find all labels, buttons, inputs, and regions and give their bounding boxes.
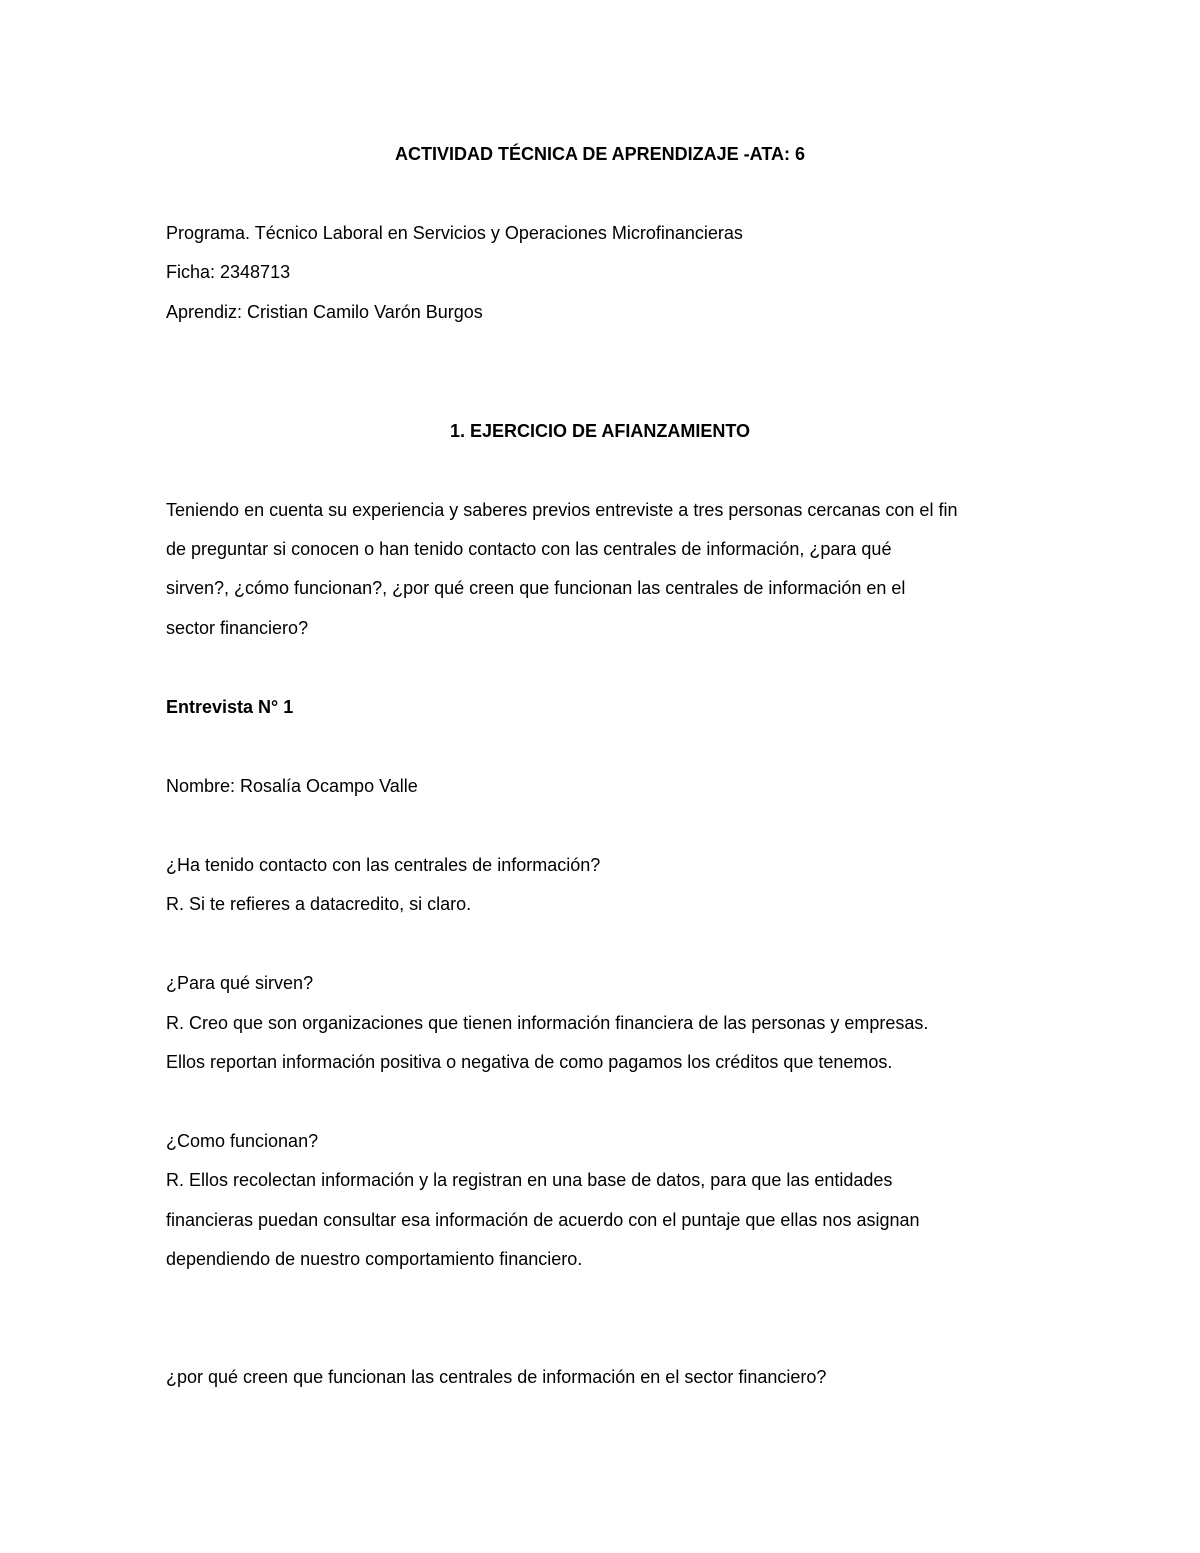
document-title: ACTIVIDAD TÉCNICA DE APRENDIZAJE -ATA: 6 bbox=[394, 144, 805, 164]
intro-line: Teniendo en cuenta su experiencia y saberes previos entreviste a tres personas cercanas con el fin bbox=[166, 500, 958, 520]
answer-3-line: R. Ellos recolectan información y la registran en una base de datos, para que las entidades bbox=[166, 1170, 893, 1190]
nombre-line: Nombre: Rosalía Ocampo Valle bbox=[166, 776, 418, 796]
answer-2-line: R. Creo que son organizaciones que tienen información financiera de las personas y empresas. bbox=[166, 1013, 929, 1033]
answer-2-line: Ellos reportan información positiva o negativa de como pagamos los créditos que tenemos. bbox=[166, 1052, 893, 1072]
question-2: ¿Para qué sirven? bbox=[166, 973, 314, 993]
programa-line: Programa. Técnico Laboral en Servicios y Operaciones Microfinancieras bbox=[166, 223, 743, 243]
aprendiz-line: Aprendiz: Cristian Camilo Varón Burgos bbox=[166, 302, 483, 322]
answer-1: R. Si te refieres a datacredito, si claro. bbox=[166, 894, 472, 914]
question-3: ¿Como funcionan? bbox=[166, 1131, 319, 1151]
intro-line: de preguntar si conocen o han tenido contacto con las centrales de información, ¿para qué bbox=[166, 539, 892, 559]
intro-line: sirven?, ¿cómo funcionan?, ¿por qué creen que funcionan las centrales de información en el bbox=[166, 578, 906, 598]
question-4: ¿por qué creen que funcionan las centrales de información en el sector financiero? bbox=[166, 1367, 827, 1387]
intro-line: sector financiero? bbox=[166, 618, 309, 638]
question-1: ¿Ha tenido contacto con las centrales de información? bbox=[166, 855, 601, 875]
interview-heading: Entrevista N° 1 bbox=[166, 697, 294, 717]
answer-3-line: financieras puedan consultar esa información de acuerdo con el puntaje que ellas nos asignan bbox=[166, 1210, 920, 1230]
section-heading: 1. EJERCICIO DE AFIANZAMIENTO bbox=[449, 421, 751, 441]
ficha-line: Ficha: 2348713 bbox=[166, 262, 291, 282]
answer-3-line: dependiendo de nuestro comportamiento financiero. bbox=[166, 1249, 583, 1269]
